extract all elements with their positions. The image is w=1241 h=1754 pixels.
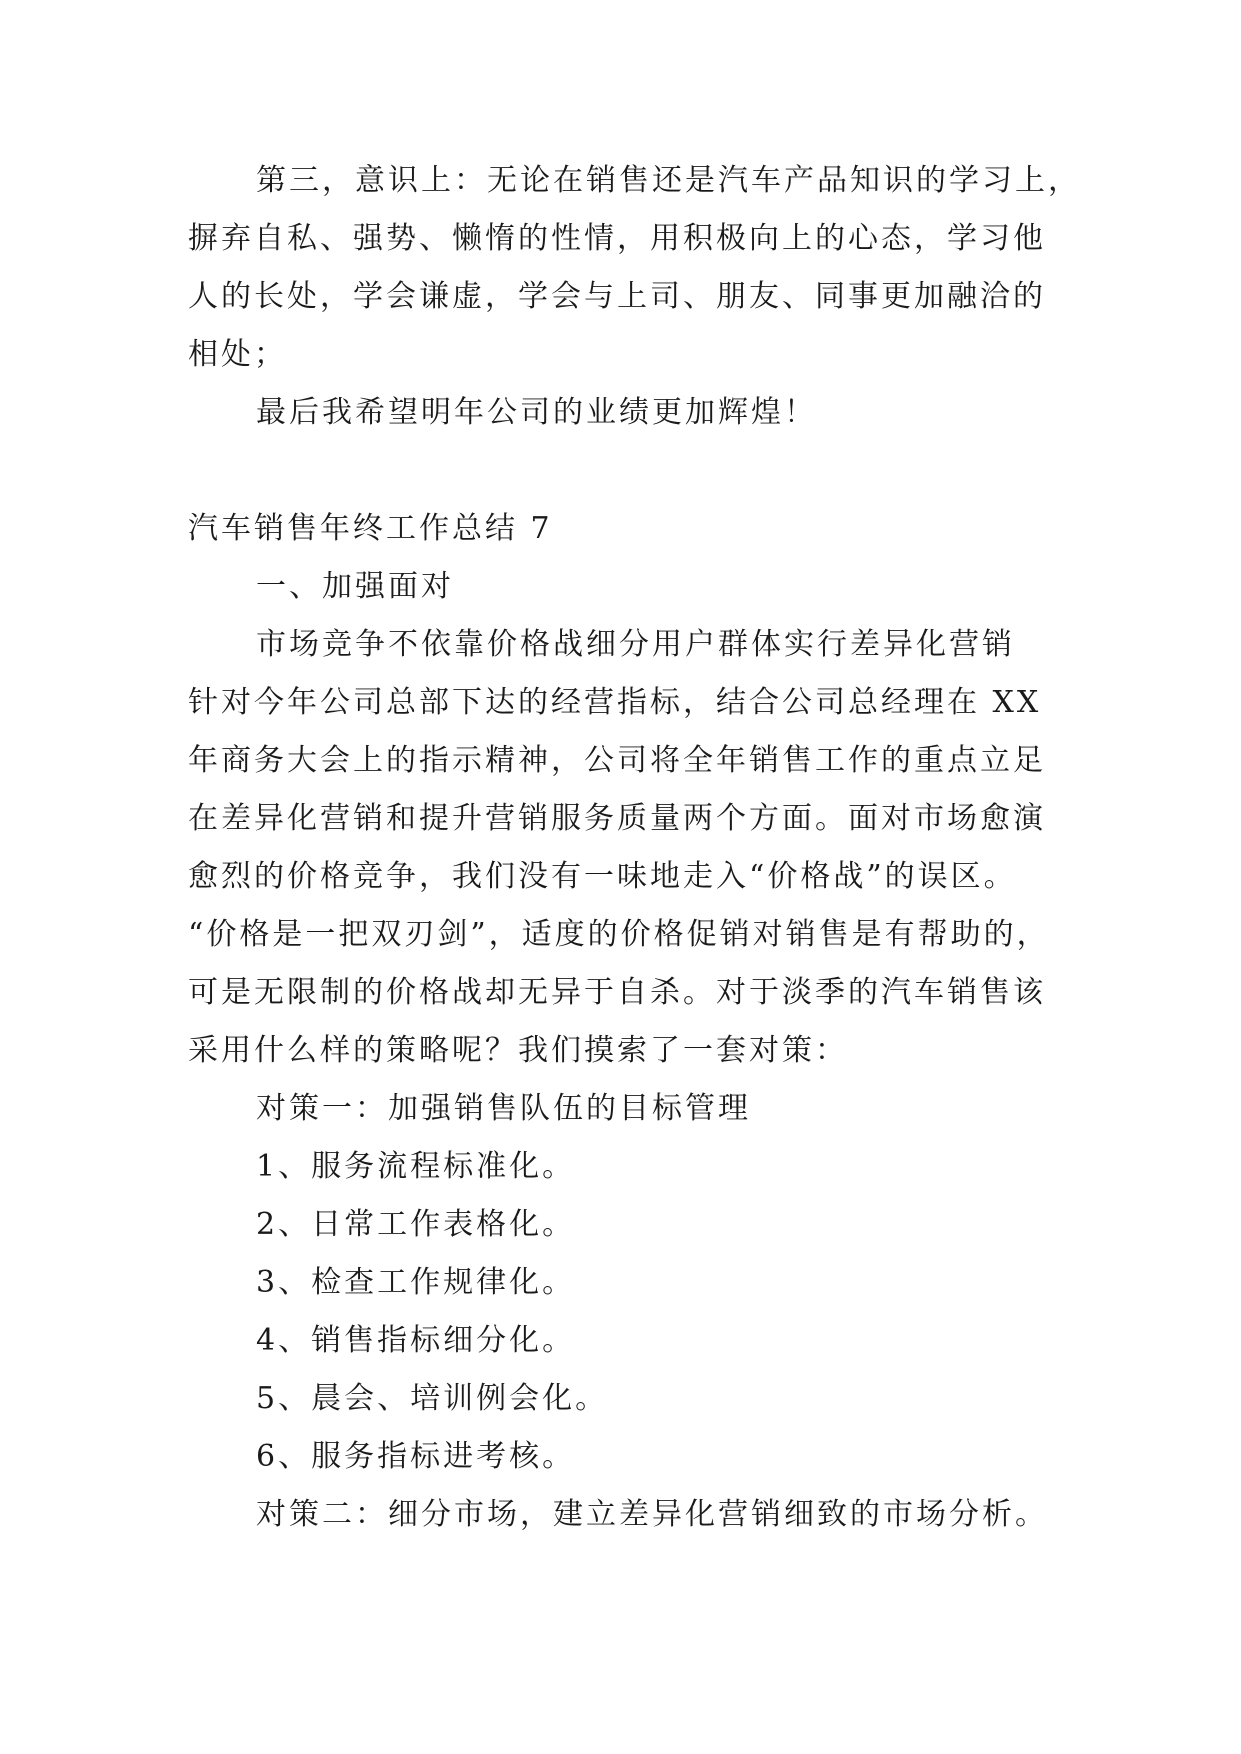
- paragraph-line: 可是无限制的价格战却无异于自杀。对于淡季的汽车销售该: [188, 975, 1046, 1010]
- paragraph-line: 采用什么样的策略呢？我们摸索了一套对策：: [188, 1033, 848, 1068]
- closing-sentence: 最后我希望明年公司的业绩更加辉煌！: [256, 395, 817, 430]
- list-item: 1、服务流程标准化。: [256, 1149, 576, 1184]
- section-body: [188, 558, 1058, 1544]
- paragraph-line: 愈烈的价格竞争，我们没有一味地走入“价格战”的误区。: [188, 859, 1017, 894]
- subheading: 一、加强面对: [256, 569, 454, 604]
- paragraph-line: 人的长处，学会谦虚，学会与上司、朋友、同事更加融洽的: [188, 279, 1046, 314]
- paragraph-line: 摒弃自私、强势、懒惰的性情，用积极向上的心态，学习他: [188, 221, 1046, 256]
- paragraph-line: 第三，意识上：无论在销售还是汽车产品知识的学习上，: [256, 163, 1081, 198]
- paragraph-line: 市场竞争不依靠价格战细分用户群体实行差异化营销: [256, 627, 1015, 662]
- section-heading-block: [188, 500, 1058, 558]
- list-item: 5、晨会、培训例会化。: [256, 1381, 609, 1416]
- paragraph-line: “价格是一把双刃剑”，适度的价格促销对销售是有帮助的，: [188, 917, 1050, 952]
- list-item: 2、日常工作表格化。: [256, 1207, 576, 1242]
- list-item: 6、服务指标进考核。: [256, 1439, 576, 1474]
- paragraph-line: 在差异化营销和提升营销服务质量两个方面。面对市场愈演: [188, 801, 1046, 836]
- previous-section: [188, 152, 1081, 442]
- strategy-one-heading: 对策一：加强销售队伍的目标管理: [256, 1091, 751, 1126]
- paragraph-line: 针对今年公司总部下达的经营指标，结合公司总经理在 XX: [188, 685, 1042, 720]
- paragraph-line: 年商务大会上的指示精神，公司将全年销售工作的重点立足: [188, 743, 1046, 778]
- list-item: 4、销售指标细分化。: [256, 1323, 576, 1358]
- section-title: 汽车销售年终工作总结 7: [188, 511, 553, 546]
- list-item: 3、检查工作规律化。: [256, 1265, 576, 1300]
- strategy-two-heading: 对策二：细分市场，建立差异化营销细致的市场分析。: [256, 1497, 1048, 1532]
- paragraph-line: 相处；: [188, 337, 287, 372]
